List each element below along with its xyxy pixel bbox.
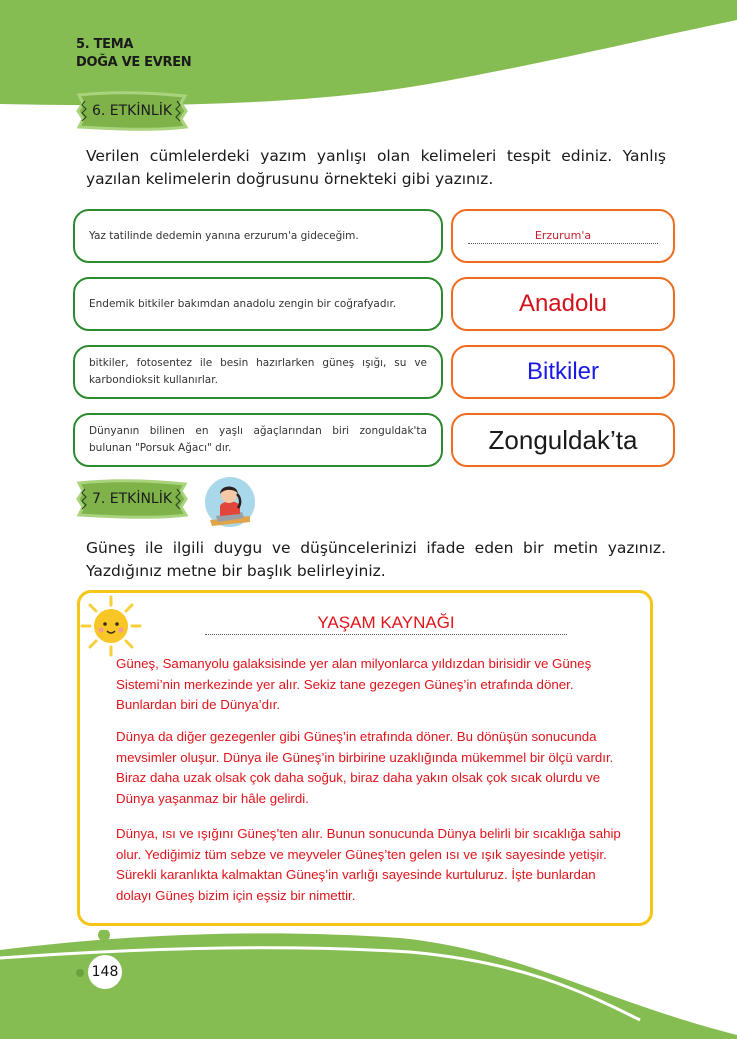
question-box-4 <box>73 413 443 467</box>
essay-title-line <box>205 612 567 635</box>
question-sentence: Yaz tatilinde dedemin yanına erzurum'a gideceğim. <box>89 229 359 242</box>
answer-sample: Erzurum'a <box>468 229 658 244</box>
answer-box-3[interactable] <box>451 345 675 399</box>
theme-name: DOĞA VE EVREN <box>76 55 192 70</box>
answer-text: Bitkiler <box>526 358 599 385</box>
question-box-2 <box>73 277 443 331</box>
answer-box-1[interactable] <box>451 209 675 263</box>
essay-paragraph-2: Dünya da diğer gezegenler gibi Güneş’in etrafında döner. Bu dönüşün sonucunda mevsimler oluşur. Dünya ile Güneş’in birbirine uzaklığında mükemmel bir ölçü vardır. Biraz daha uzak olsak çok daha soğuk, biraz daha yakın olsak çok sıcak olurdu ve Dünya yaşanmaz bir hâle gelirdi. <box>116 729 614 806</box>
page-number: 148 <box>88 955 122 989</box>
question-box-3 <box>73 345 443 399</box>
activity-7-badge <box>75 479 189 519</box>
question-box-1 <box>73 209 443 263</box>
sun-icon <box>80 595 142 657</box>
answer-text: Anadolu <box>518 290 608 317</box>
activity-6-label: 6. ETKİNLİK <box>91 103 173 119</box>
activity-7-label: 7. ETKİNLİK <box>91 491 173 507</box>
question-sentence: bitkiler, fotosentez ile besin hazırlarken güneş ışığı, su ve karbondioksit kullanırlar. <box>89 357 427 386</box>
activity-6-badge <box>75 91 189 131</box>
answer-box-2[interactable] <box>451 277 675 331</box>
girl-writing-icon <box>204 476 256 528</box>
question-sentence: Endemik bitkiler bakımdan anadolu zengin bir coğrafyadır. <box>89 297 397 310</box>
theme-number: 5. TEMA <box>76 37 134 52</box>
answer-box-4[interactable] <box>451 413 675 467</box>
answer-text: Zonguldak’ta <box>488 424 638 455</box>
essay-title: YAŞAM KAYNAĞI <box>317 613 455 632</box>
essay-paragraph-3: Dünya, ısı ve ışığını Güneş’ten alır. Bunun sonucunda Dünya belirli bir sıcaklığa sahip olur. Yediğimiz tüm sebze ve meyveler Güneş’ten gelen ısı ve ışık sayesinde yetişir. Sürekli karanlıkta kalmaktan Güneş’in varlığı sayesinde kurtuluruz. İşte bunlardan dolayı Güneş bizim için eşsiz bir nimettir. <box>116 826 621 903</box>
activity-7-instruction: Güneş ile ilgili duygu ve düşüncelerinizi ifade eden bir metin yazınız. Yazdığınız metne bir başlık belirleyiniz. <box>86 539 666 580</box>
activity-6-instruction: Verilen cümlelerdeki yazım yanlışı olan kelimeleri tespit ediniz. Yanlış yazılan kelimelerin doğrusunu örnekteki gibi yazınız. <box>86 147 666 188</box>
essay-paragraph-1: Güneş, Samanyolu galaksisinde yer alan milyonlarca yıldızdan birisidir ve Güneş Sistemi’nin merkezinde yer alır. Sekiz tane gezegen Güneş’in etrafında döner. Bunlardan biri de Dünya’dır. <box>116 656 592 712</box>
question-sentence: Dünyanın bilinen en yaşlı ağaçlarından biri zonguldak'ta bulunan "Porsuk Ağacı" dır. <box>89 425 427 454</box>
